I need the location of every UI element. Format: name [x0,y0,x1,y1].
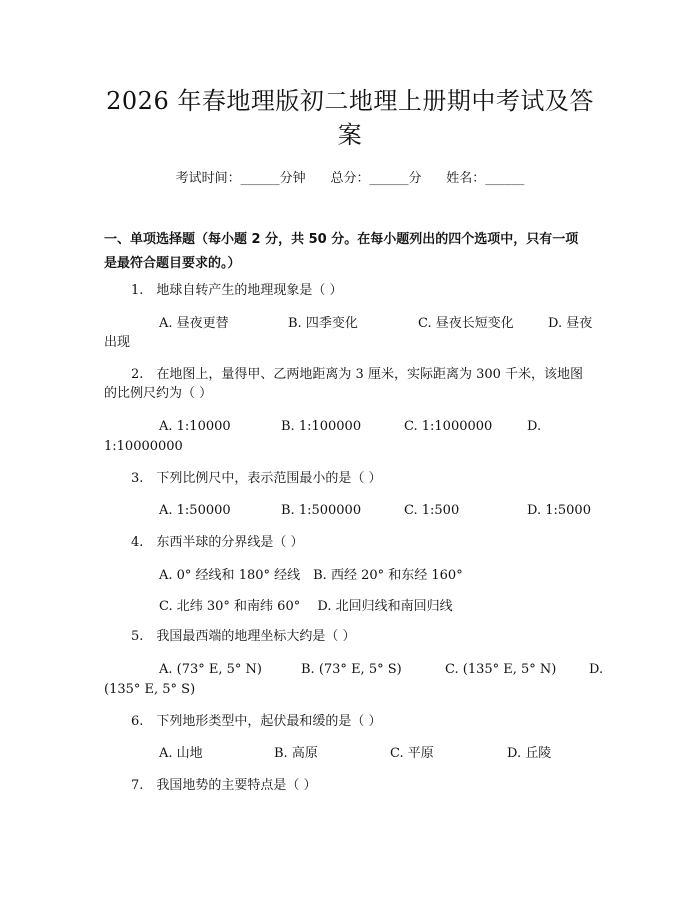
question-1-option-c: C. 昼夜长短变化 [418,316,514,331]
question-1-option-d-wrap: 出现 [104,335,131,350]
exam-meta [0,170,700,188]
question-1-option-b: B. 四季变化 [288,316,358,331]
question-3-option-d: D. 1:5000 [527,503,591,518]
question-2-option-d: D. [527,419,542,434]
question-2-option-d-wrap: 1:10000000 [104,439,183,454]
exam-time-field: 考试时间：______分钟 [175,171,306,186]
question-7-stem: 7. 我国地势的主要特点是（ ） [131,778,317,793]
question-3-option-a: A. 1:50000 [159,503,231,518]
question-2-option-b: B. 1:100000 [281,419,362,434]
question-3-option-b: B. 1:500000 [281,503,362,518]
question-5-option-a: A. (73° E, 5° N) [159,662,263,677]
question-5-option-b: B. (73° E, 5° S) [301,662,402,677]
question-1-option-d: D. 昼夜 [548,316,593,331]
question-3-stem: 3. 下列比例尺中，表示范围最小的是（ ） [131,471,382,486]
question-5-option-d: D. [589,662,604,677]
question-6-option-d: D. 丘陵 [507,746,552,761]
exam-title-line-2: 案 [337,121,363,149]
question-6-option-c: C. 平原 [390,746,434,761]
question-5-stem: 5. 我国最西端的地理坐标大约是（ ） [131,629,356,644]
total-score-field: 总分：______分 [330,171,422,186]
question-6-stem: 6. 下列地形类型中，起伏最和缓的是（ ） [131,714,382,729]
section-heading-line-1: 一、单项选择题（每小题 2 分，共 50 分。在每小题列出的四个选项中，只有一项 [104,232,579,247]
question-4-stem: 4. 东西半球的分界线是（ ） [131,535,304,550]
student-name-field: 姓名：______ [446,171,525,186]
question-5-option-d-wrap: (135° E, 5° S) [104,682,196,697]
section-heading-line-2: 是最符合题目要求的。） [104,256,241,271]
exam-title-line-1: 2026 年春地理版初二地理上册期中考试及答 [106,87,594,115]
question-6-option-a: A. 山地 [159,746,203,761]
question-4-options-ab: A. 0° 经线和 180° 经线 B. 西经 20° 和东经 160° [159,568,463,583]
question-2-stem-wrap: 的比例尺约为（ ） [104,386,213,401]
question-2-option-a: A. 1:10000 [159,419,231,434]
question-6-option-b: B. 高原 [274,746,318,761]
question-3-option-c: C. 1:500 [404,503,460,518]
question-5-option-c: C. (135° E, 5° N) [445,662,557,677]
question-1-option-a: A. 昼夜更替 [159,316,229,331]
question-2-stem: 2. 在地图上，量得甲、乙两地距离为 3 厘米，实际距离为 300 千米，该地图 [131,367,584,382]
question-1-stem: 1. 地球自转产生的地理现象是（ ） [131,283,343,298]
question-4-options-cd: C. 北纬 30° 和南纬 60° D. 北回归线和南回归线 [159,599,453,614]
question-2-option-c: C. 1:1000000 [404,419,493,434]
